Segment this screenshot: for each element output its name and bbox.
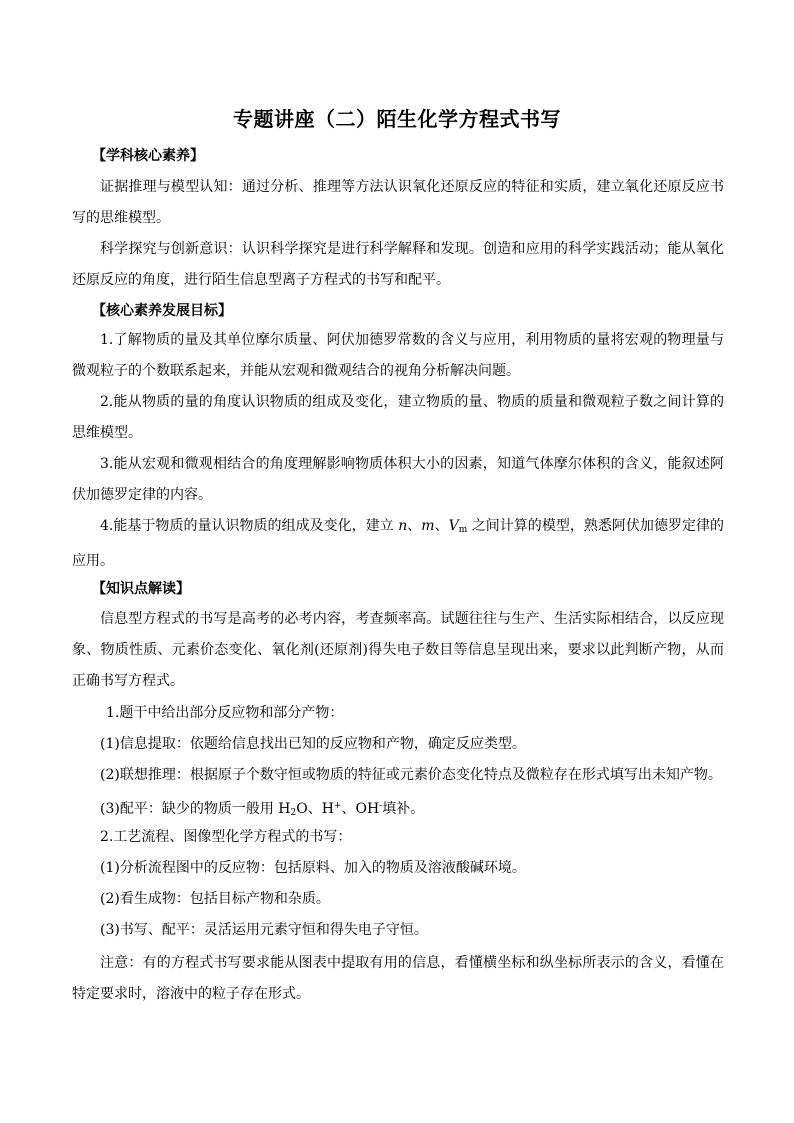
- knowledge-point-1a: (1)信息提取：依题给信息找出已知的反应物和产物，确定反应类型。: [100, 736, 526, 752]
- knowledge-note: 注意：有的方程式书写要求能从图表中提取有用的信息，看懂横坐标和纵坐标所表示的含义，看懂在特定要求时，溶液中的粒子存在形式。: [72, 955, 724, 1002]
- literacy-paragraph-1: 证据推理与模型认知：通过分析、推理等方法认识氧化还原反应的特征和实质，建立氧化还原反应书写的思维模型。: [72, 179, 724, 226]
- point-1c-text-mid: O、H: [296, 801, 334, 817]
- oh-minus-superscript: -: [379, 801, 383, 811]
- symbol-vm-subscript: m: [458, 525, 468, 535]
- point-1c-text-mid: 、OH: [341, 801, 380, 817]
- knowledge-point-1: 1.题干中给出部分反应物和部分产物：: [106, 705, 344, 721]
- symbol-vm: V: [448, 518, 459, 534]
- page-title: 专题讲座（二）陌生化学方程式书写: [233, 107, 561, 131]
- section-heading-literacy: 【学科核心素养】: [92, 148, 204, 164]
- goal-item-4: [72, 511, 724, 577]
- point-1c-text-end: 填补。: [382, 801, 425, 817]
- knowledge-point-1b: (2)联想推理：根据原子个数守恒或物质的特征或元素价态变化特点及微粒存在形式填写出未知产物。: [100, 767, 722, 783]
- knowledge-point-2a: (1)分析流程图中的反应物：包括原料、加入的物质及溶液酸碱环境。: [100, 860, 526, 876]
- knowledge-point-2: 2.工艺流程、图像型化学方程式的书写：: [100, 829, 352, 845]
- goal-item-2: 2.能从物质的量的角度认识物质的组成及变化，建立物质的量、物质的质量和微观粒子数之间计算的思维模型。: [72, 394, 724, 441]
- h2o-subscript: 2: [290, 808, 297, 818]
- section-heading-knowledge: 【知识点解读】: [92, 581, 190, 597]
- knowledge-point-2b: (2)看生成物：包括目标产物和杂质。: [100, 891, 330, 907]
- goal-item-3: 3.能从宏观和微观相结合的角度理解影响物质体积大小的因素，知道气体摩尔体积的含义，能叙述阿伏加德罗定律的内容。: [72, 456, 724, 503]
- literacy-paragraph-2: 科学探究与创新意识：认识科学探究是进行科学解释和发现。创造和应用的科学实践活动；能从氧化还原反应的角度，进行陌生信息型离子方程式的书写和配平。: [72, 241, 724, 288]
- knowledge-intro: 信息型方程式的书写是高考的必考内容，考查频率高。试题往往与生产、生活实际相结合，以反应现象、物质性质、元素价态变化、氧化剂(还原剂)得失电子数目等信息呈现出来，要求以此判断产物，从而正确书写方程式。: [72, 611, 724, 689]
- h-plus-superscript: +: [333, 801, 342, 811]
- separator: 、: [407, 518, 422, 534]
- symbol-m: m: [421, 518, 435, 534]
- goal-item-1: 1.了解物质的量及其单位摩尔质量、阿伏加德罗常数的含义与应用，利用物质的量将宏观的物理量与微观粒子的个数联系起来，并能从宏观和微观结合的视角分析解决问题。: [72, 332, 724, 379]
- section-heading-goals: 【核心素养发展目标】: [92, 303, 232, 319]
- point-1c-text-start: (3)配平：缺少的物质一般用 H: [100, 801, 291, 817]
- separator: 、: [434, 518, 449, 534]
- goal-4-text-start: 4.能基于物质的量认识物质的组成及变化，建立: [100, 518, 399, 534]
- symbol-n: n: [398, 518, 408, 534]
- goal-4-text-end: 之间计算的模型，熟悉阿伏加德罗定律的应用。: [72, 518, 725, 569]
- knowledge-point-2c: (3)书写、配平：灵活运用元素守恒和得失电子守恒。: [100, 922, 428, 938]
